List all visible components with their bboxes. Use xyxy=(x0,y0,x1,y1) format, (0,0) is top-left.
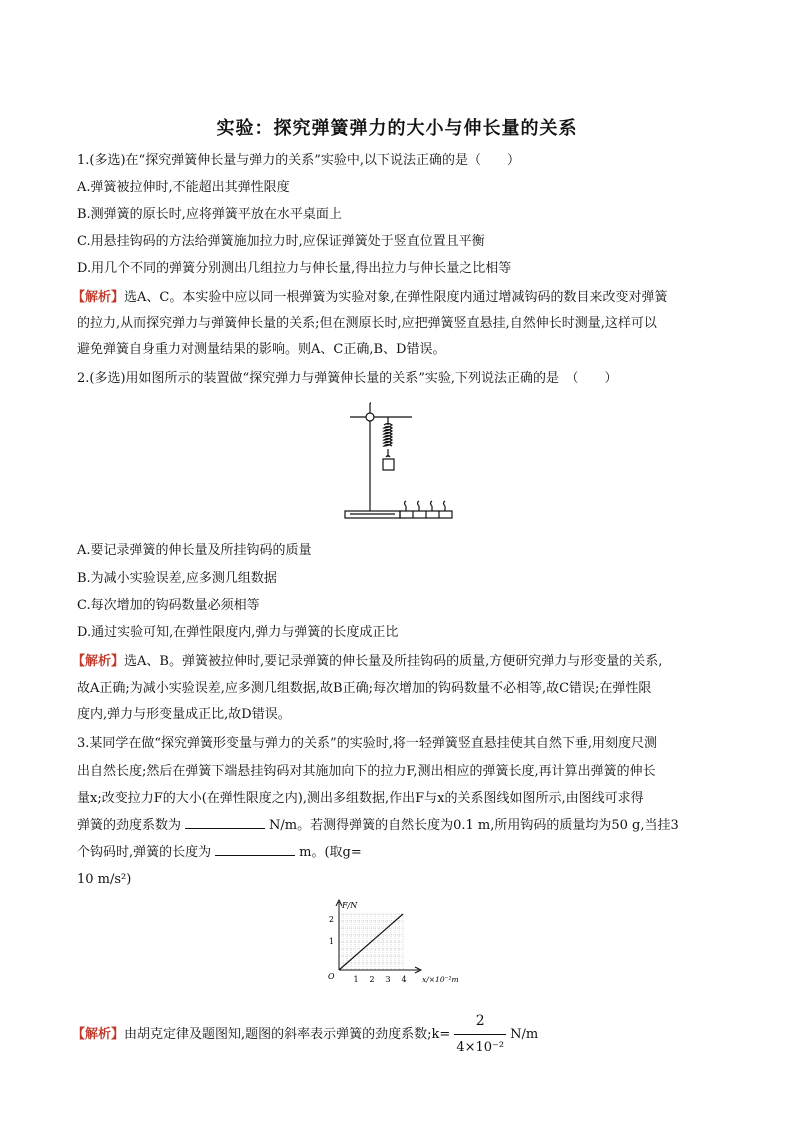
spring-apparatus-figure xyxy=(340,393,460,528)
q2-option-a: A.要记录弹簧的伸长量及所挂钩码的质量 xyxy=(77,543,312,558)
spring-constant-blank[interactable] xyxy=(185,816,265,829)
q2-stem: 2.(多选)用如图所示的装置做“探究弹力与弹簧伸长量的关系”实验,下列说法正确的是 （ ） xyxy=(77,371,618,386)
q1-option-d: D.用几个不同的弹簧分别测出几组拉力与伸长量,得出拉力与伸长量之比相等 xyxy=(77,261,512,276)
q3-analysis-line xyxy=(72,1008,712,1061)
fraction-numerator: 2 xyxy=(454,1008,506,1035)
q1-analysis-tag: 【解析】 xyxy=(72,290,125,305)
q1-stem: 1.(多选)在“探究弹簧伸长量与弹力的关系”实验中,以下说法正确的是（ ） xyxy=(77,153,520,168)
weight-hook-3 xyxy=(431,501,433,511)
q3-line-4-start: 弹簧的劲度系数为 xyxy=(77,818,182,833)
q3-line-4 xyxy=(77,816,717,836)
q2-analysis-tag: 【解析】 xyxy=(72,654,125,669)
y-tick-1: 1 xyxy=(328,937,334,946)
hanging-weight xyxy=(383,459,394,470)
q1-analysis-line-1 xyxy=(72,288,712,308)
clamp-circle xyxy=(366,413,374,421)
q2-option-b: B.为减小实验误差,应多测几组数据 xyxy=(77,571,277,586)
q3-line-3: 量x;改变拉力F的大小(在弹性限度之内),测出多组数据,作出F与x的关系图线如图所示,由图线可求得 xyxy=(77,791,644,806)
q1-option-c: C.用悬挂钩码的方法给弹簧施加拉力时,应保证弹簧处于竖直位置且平衡 xyxy=(77,234,485,249)
x-tick-2: 2 xyxy=(369,975,375,984)
spring-constant-fraction xyxy=(454,1008,506,1061)
x-tick-4: 4 xyxy=(401,975,407,984)
q3-line-5-start: 个钩码时,弹簧的长度为 xyxy=(77,845,212,860)
weight-hook-2 xyxy=(418,501,420,511)
y-axis-label: F/N xyxy=(342,901,358,910)
q3-line-2: 出自然长度;然后在弹簧下端悬挂钩码对其施加向下的拉力F,测出相应的弹簧长度,再计算出弹簧的伸长 xyxy=(77,764,656,779)
q3-line-5-end: m。(取g= xyxy=(299,845,362,860)
weight-hook-1 xyxy=(405,501,407,511)
q3-analysis-text: 由胡克定律及题图知,题图的斜率表示弹簧的劲度系数;k= xyxy=(124,1027,451,1042)
q1-analysis-line-3: 避免弹簧自身重力对测量结果的影响。则A、C正确,B、D错误。 xyxy=(77,342,446,357)
q3-line-1: 3.某同学在做“探究弹簧形变量与弹力的关系”的实验时,将一轻弹簧竖直悬挂使其自然下垂,用刻度尺测 xyxy=(77,736,657,751)
q2-analysis-line-2: 故A正确;为减小实验误差,应多测几组数据,故B正确;每次增加的钩码数量不必相等,故C错误;在弹性限 xyxy=(77,681,652,696)
spring-length-blank[interactable] xyxy=(215,843,295,856)
q1-analysis-text-1: 选A、C。本实验中应以同一根弹簧为实验对象,在弹性限度内通过增减钩码的数目来改变对弹簧 xyxy=(124,290,668,305)
spring xyxy=(384,424,392,447)
q2-option-c: C.每次增加的钩码数量必须相等 xyxy=(77,598,260,613)
q3-analysis-tag: 【解析】 xyxy=(72,1027,125,1042)
q3-line-4-end: N/m。若测得弹簧的自然长度为0.1 m,所用钩码的质量均为50 g,当挂3 xyxy=(269,818,679,833)
q2-analysis-line-3: 度内,弹力与形变量成正比,故D错误。 xyxy=(77,707,291,722)
fraction-unit: N/m xyxy=(510,1027,539,1042)
q2-option-d: D.通过实验可知,在弹性限度内,弹力与弹簧的长度成正比 xyxy=(77,625,399,640)
f-x-graph xyxy=(325,898,475,986)
fraction-denominator: 4×10⁻² xyxy=(456,1040,505,1055)
x-tick-3: 3 xyxy=(385,975,391,984)
q1-option-b: B.测弹簧的原长时,应将弹簧平放在水平桌面上 xyxy=(77,207,342,222)
q3-line-6: 10 m/s²) xyxy=(77,872,132,887)
y-tick-2: 2 xyxy=(328,915,334,924)
x-axis-label: x/×10⁻²m xyxy=(422,975,459,984)
q1-option-a: A.弹簧被拉伸时,不能超出其弹性限度 xyxy=(77,180,290,195)
x-tick-1: 1 xyxy=(353,975,359,984)
q3-line-5 xyxy=(77,843,717,863)
q2-analysis-line-1 xyxy=(72,652,712,672)
q2-analysis-text-1: 选A、B。弹簧被拉伸时,要记录弹簧的伸长量及所挂钩码的质量,方便研究弹力与形变量的关系, xyxy=(124,654,663,669)
q1-analysis-line-2: 的拉力,从而探究弹力与弹簧伸长量的关系;但在测原长时,应把弹簧竖直悬挂,自然伸长时测量,这样可以 xyxy=(77,316,657,331)
origin-label: O xyxy=(328,972,335,981)
page-title: 实验：探究弹簧弹力的大小与伸长量的关系 xyxy=(216,118,578,139)
weight-hook-4 xyxy=(444,501,446,511)
